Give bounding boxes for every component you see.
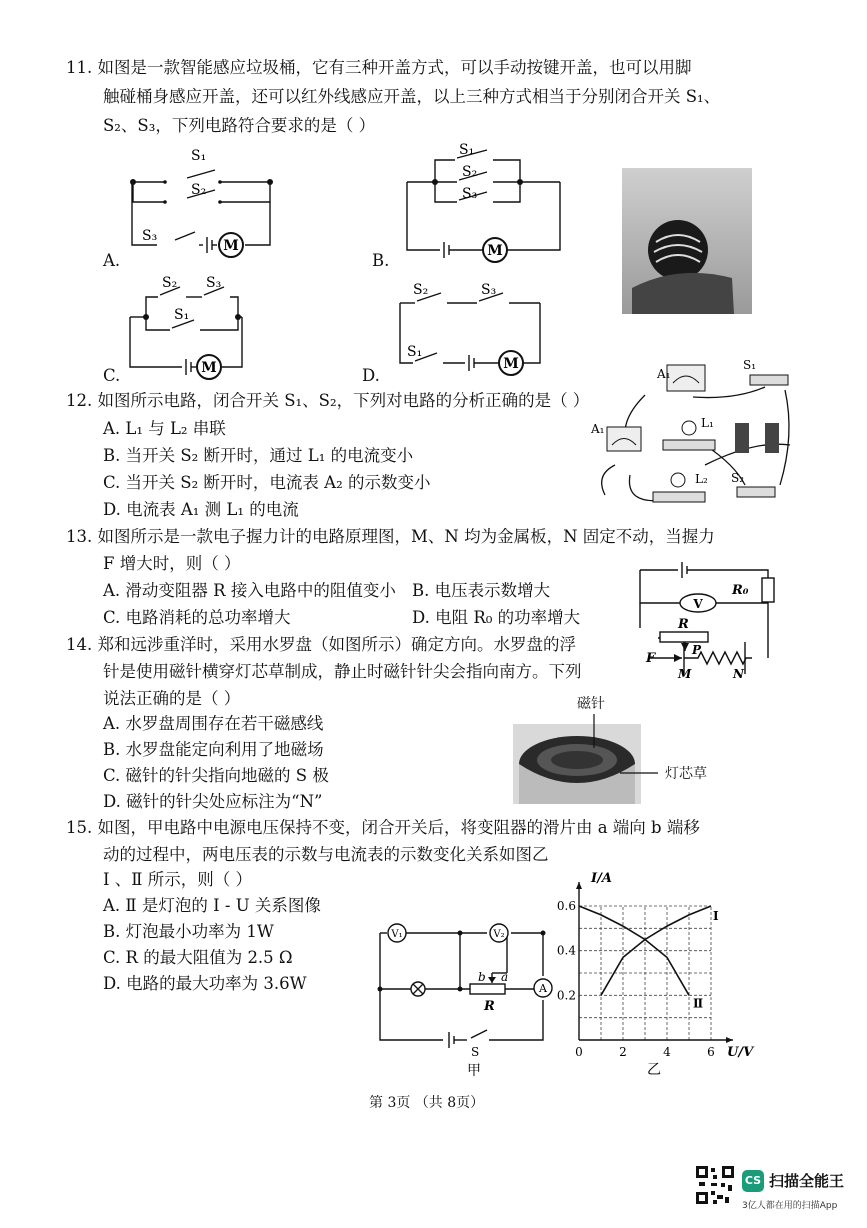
q11-line2: 触碰桶身感应开盖，还可以红外线感应开盖，以上三种方式相当于分别闭合开关 S₁、 [103,87,721,106]
motor-icon: M [503,356,519,372]
trash-can-photo [622,168,752,314]
q15-option-c: C. R 的最大阻值为 2.5 Ω [103,948,293,967]
q14-line1: 14. 郑和远涉重洋时，采用水罗盘（如图所示）确定方向。水罗盘的浮 [66,635,576,654]
q13-line2: F 增大时，则（ ） [103,554,241,573]
chart-series [579,906,719,1010]
app-name: 扫描全能王 [769,1172,845,1190]
label-s3: S₃ [481,282,497,298]
q12-option-b: B. 当开关 S₂ 断开时，通过 L₁ 的电流变小 [103,446,414,465]
label-s1: S₁ [459,142,475,158]
chart-ylabel: I/A [591,871,612,886]
motor-icon: M [201,360,217,376]
label-r: R [484,999,495,1014]
label-a1-left: A₁ [591,422,605,436]
q12-option-d: D. 电流表 A₁ 测 L₁ 的电流 [103,500,299,519]
y-axis-arrow [576,882,582,889]
label-s2: S₂ [162,275,178,291]
y-tick-label: 0.2 [556,988,576,1003]
label-r: R [678,617,689,632]
label-s3: S₃ [462,186,478,202]
label-b-end: b [478,970,486,984]
label-s1: S₁ [743,358,757,372]
q11-circuit-b [395,140,580,265]
q11-label-a: A. [103,251,121,270]
ammeter-icon: A [539,982,547,995]
q13-option-d: D. 电阻 R₀ 的功率增大 [412,608,581,627]
label-a-end: a [501,970,509,984]
label-s2: S₂ [462,164,478,180]
q12-option-c: C. 当开关 S₂ 断开时，电流表 A₂ 的示数变小 [103,473,431,492]
label-s: S [471,1045,480,1059]
label-p: P [692,643,702,657]
q15-line1: 15. 如图，甲电路中电源电压保持不变，闭合开关后，将变阻器的滑片由 a 端向 b 端移 [66,818,700,837]
y-tick-label: 0.6 [556,899,576,913]
label-s2: S₂ [731,471,745,485]
q15-line2: 动的过程中，两电压表的示数与电流表的示数变化关系如图乙 [103,845,549,864]
q12-option-a: A. L₁ 与 L₂ 串联 [103,419,226,438]
q13-option-a: A. 滑动变阻器 R 接入电路中的阻值变小 [103,581,396,600]
q14-line2: 针是使用磁针横穿灯芯草制成，静止时磁针针尖会指向南方。下列 [103,662,582,681]
q12-stem: 12. 如图所示电路，闭合开关 S₁、S₂，下列对电路的分析正确的是（ ） [66,391,590,410]
q14-line3: 说法正确的是（ ） [103,689,241,708]
motor-icon: M [223,238,239,254]
qr-code-icon [695,1165,735,1205]
y-tick-label: 0.4 [556,943,576,958]
label-l2: L₂ [695,472,708,486]
q13-option-b: B. 电压表示数增大 [412,581,551,600]
label-s3: S₃ [142,228,158,244]
q11-circuit-a [95,140,285,275]
label-s1: S₁ [191,148,207,164]
label-n: N [733,667,744,680]
caption-yi: 乙 [647,1062,661,1078]
q15-option-d: D. 电路的最大功率为 3.6W [103,974,307,993]
voltmeter-v1-icon: V₁ [391,929,403,940]
x-tick-label: 6 [707,1045,715,1059]
label-s2: S₂ [191,182,207,198]
q15-option-b: B. 灯泡最小功率为 1W [103,922,274,941]
label-needle: 磁针 [577,696,605,712]
label-r0: R₀ [732,583,749,598]
x-axis-arrow [726,1037,733,1043]
voltmeter-v2-icon: V₂ [493,929,505,940]
label-f: F [646,651,656,666]
label-rush: 灯芯草 [665,766,707,782]
q11-label-b: B. [372,251,390,270]
series-label-2: Ⅱ [693,996,704,1011]
q13-line1: 13. 如图所示是一款电子握力计的电路原理图，M、N 均为金属板，N 固定不动，当握力 [66,527,715,546]
q14-option-b: B. 水罗盘能定向利用了地磁场 [103,740,324,759]
chart-xlabel: U/V [727,1045,754,1060]
voltmeter-icon: V [693,597,703,611]
label-s1: S₁ [407,344,423,360]
q13-option-c: C. 电路消耗的总功率增大 [103,608,291,627]
label-s3: S₃ [206,275,222,291]
q14-option-a: A. 水罗盘周围存在若干磁感线 [103,714,324,733]
q11-circuit-d [385,278,555,383]
label-s1: S₁ [174,307,190,323]
q11-label-c: C. [103,366,121,385]
q15-line3: Ⅰ 、Ⅱ 所示，则（ ） [103,870,252,889]
x-tick-label: 0 [575,1045,583,1059]
q11-label-d: D. [362,366,380,385]
q15-circuit [375,915,555,1080]
q13-grip-circuit [630,558,780,680]
q11-line3: S₂、S₃，下列电路符合要求的是（ ） [103,116,376,135]
label-a1-top: A₁ [657,367,671,381]
caption-jia: 甲 [467,1063,481,1079]
q11-circuit-c [110,272,280,382]
series-label-1: Ⅰ [713,909,719,923]
chart-grid [579,906,711,1040]
label-l1: L₁ [701,416,714,430]
q15-option-a: A. Ⅱ 是灯泡的 I - U 关系图像 [103,896,321,915]
motor-icon: M [487,243,503,259]
q12-physical-circuit [585,355,800,520]
x-tick-label: 2 [619,1045,627,1059]
camscanner-logo-icon: CS [742,1170,764,1192]
q11-line1: 11. 如图是一款智能感应垃圾桶，它有三种开盖方式，可以手动按键开盖，也可以用脚 [66,58,692,77]
x-tick-label: 4 [663,1045,671,1059]
app-slogan: 3亿人都在用的扫描App [742,1201,838,1211]
chart-ticks [557,899,715,1059]
label-s2: S₂ [413,282,429,298]
q14-option-c: C. 磁针的针尖指向地磁的 S 极 [103,766,329,785]
page-number: 第 3页 （共 8页） [369,1095,485,1111]
q14-option-d: D. 磁针的针尖处应标注为“N” [103,792,323,811]
label-m: M [678,667,692,680]
q15-iu-chart [555,870,765,1080]
